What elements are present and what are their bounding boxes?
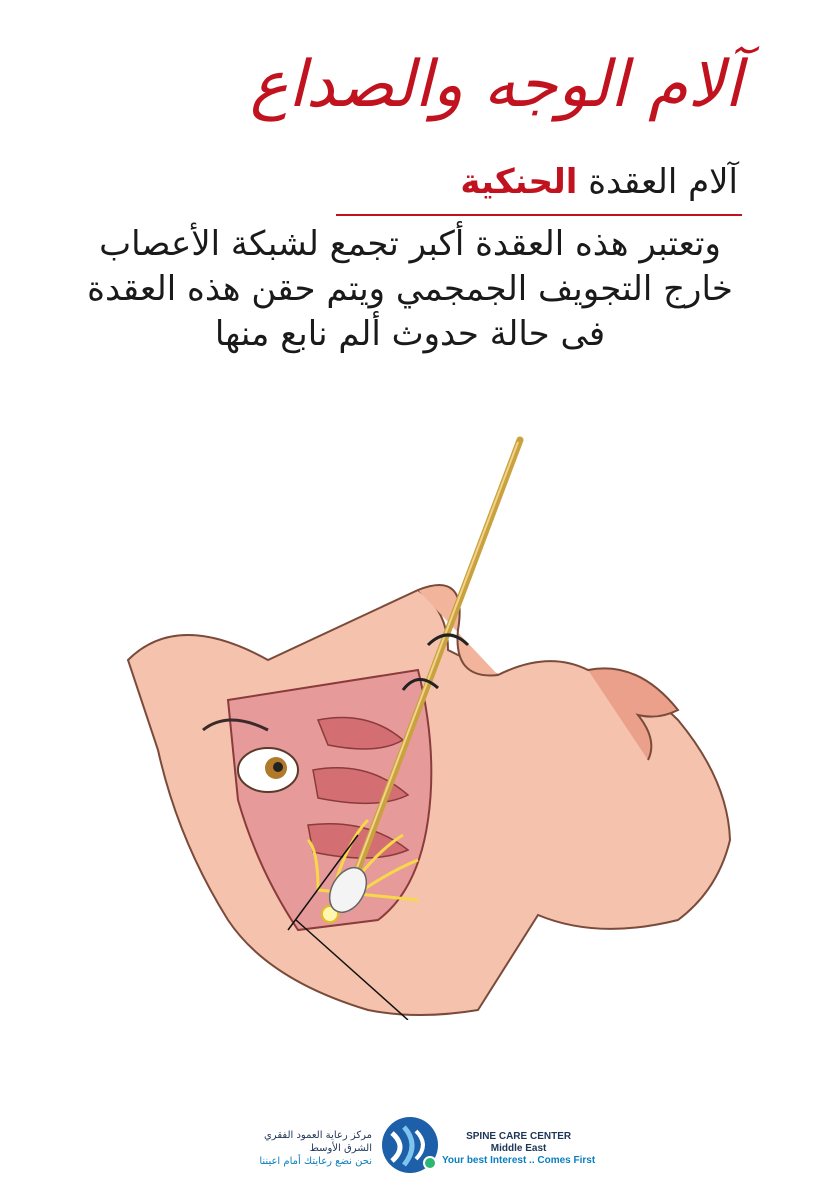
section-heading-prefix: آلام العقدة [588, 162, 738, 202]
pupil [273, 762, 283, 772]
description-line: خارج التجويف الجمجمي ويتم حقن هذه العقدة [87, 269, 733, 309]
description-line: فى حالة حدوث ألم نابع منها [214, 314, 606, 354]
footer-arabic-branding [259, 1129, 372, 1168]
footer [0, 1105, 822, 1185]
footer-english-branding [442, 1131, 595, 1167]
medical-illustration [118, 420, 738, 1020]
org-name-english: SPINE CARE CENTER [466, 1131, 572, 1142]
heading-divider [336, 214, 742, 216]
page-title: آلام الوجه والصداع [249, 48, 742, 122]
description-text [70, 222, 750, 357]
section-heading-highlight: الحنكية [460, 162, 578, 202]
org-region-english: Middle East [490, 1143, 547, 1154]
spine-care-logo-icon [378, 1113, 442, 1177]
description-line: وتعتبر هذه العقدة أكبر تجمع لشبكة الأعصاب [99, 224, 721, 264]
org-tagline-english: Your best Interest .. Comes First [442, 1155, 596, 1166]
org-name-arabic: مركز رعاية العمود الفقري [263, 1130, 372, 1141]
org-slogan-arabic: نحن نضع رعايتك أمام اعيننا [259, 1156, 372, 1167]
org-region-arabic: الشرق الأوسط [309, 1143, 372, 1154]
section-heading [460, 162, 738, 202]
